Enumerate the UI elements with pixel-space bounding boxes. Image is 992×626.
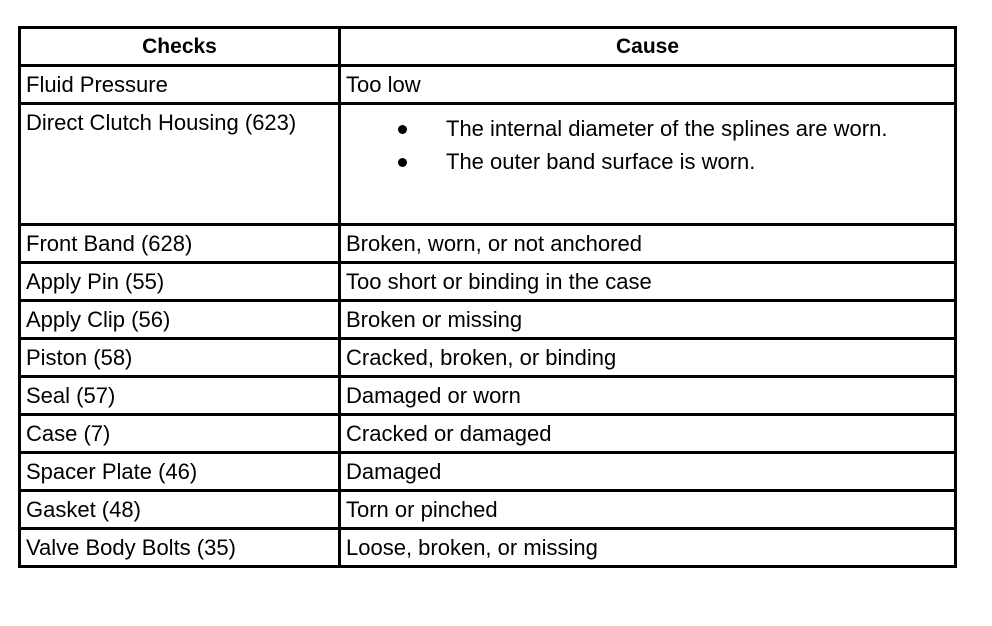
- table-row: [20, 491, 956, 529]
- table-row: [20, 529, 956, 567]
- cause-cell: Too short or binding in the case: [340, 263, 956, 301]
- table-row: [20, 263, 956, 301]
- cause-cell: Damaged: [340, 453, 956, 491]
- bullet-icon: [398, 158, 407, 167]
- table-row: [20, 415, 956, 453]
- check-cell: Apply Clip (56): [20, 301, 340, 339]
- header-checks: Checks: [20, 28, 340, 66]
- check-cell: Valve Body Bolts (35): [20, 529, 340, 567]
- check-cell: Gasket (48): [20, 491, 340, 529]
- table-row: [20, 453, 956, 491]
- cause-cell: Torn or pinched: [340, 491, 956, 529]
- cause-cell: Too low: [340, 66, 956, 104]
- checks-table: [18, 26, 957, 568]
- check-cell: Front Band (628): [20, 225, 340, 263]
- cause-cell: Broken, worn, or not anchored: [340, 225, 956, 263]
- cause-bullet-item: [346, 117, 949, 150]
- cause-cell: Loose, broken, or missing: [340, 529, 956, 567]
- check-cell: Fluid Pressure: [20, 66, 340, 104]
- checks-table-container: [18, 26, 954, 568]
- check-cell: Case (7): [20, 415, 340, 453]
- cause-cell: Damaged or worn: [340, 377, 956, 415]
- cause-bullet-text: The internal diameter of the splines are worn.: [446, 116, 888, 141]
- cause-bullet-item: [346, 150, 949, 183]
- cause-bullet-list: [346, 117, 949, 183]
- cause-cell: Cracked, broken, or binding: [340, 339, 956, 377]
- bullet-icon: [398, 125, 407, 134]
- table-row: [20, 301, 956, 339]
- table-row: [20, 377, 956, 415]
- cause-cell: [340, 104, 956, 225]
- table-row: [20, 104, 956, 225]
- cause-cell: Cracked or damaged: [340, 415, 956, 453]
- check-cell: Apply Pin (55): [20, 263, 340, 301]
- check-cell: Piston (58): [20, 339, 340, 377]
- cause-bullet-text: The outer band surface is worn.: [446, 149, 756, 174]
- table-row: [20, 225, 956, 263]
- check-cell: Direct Clutch Housing (623): [20, 104, 340, 225]
- table-row: [20, 66, 956, 104]
- cause-cell: Broken or missing: [340, 301, 956, 339]
- check-cell: Seal (57): [20, 377, 340, 415]
- header-row: [20, 28, 956, 66]
- header-cause: Cause: [340, 28, 956, 66]
- check-cell: Spacer Plate (46): [20, 453, 340, 491]
- table-row: [20, 339, 956, 377]
